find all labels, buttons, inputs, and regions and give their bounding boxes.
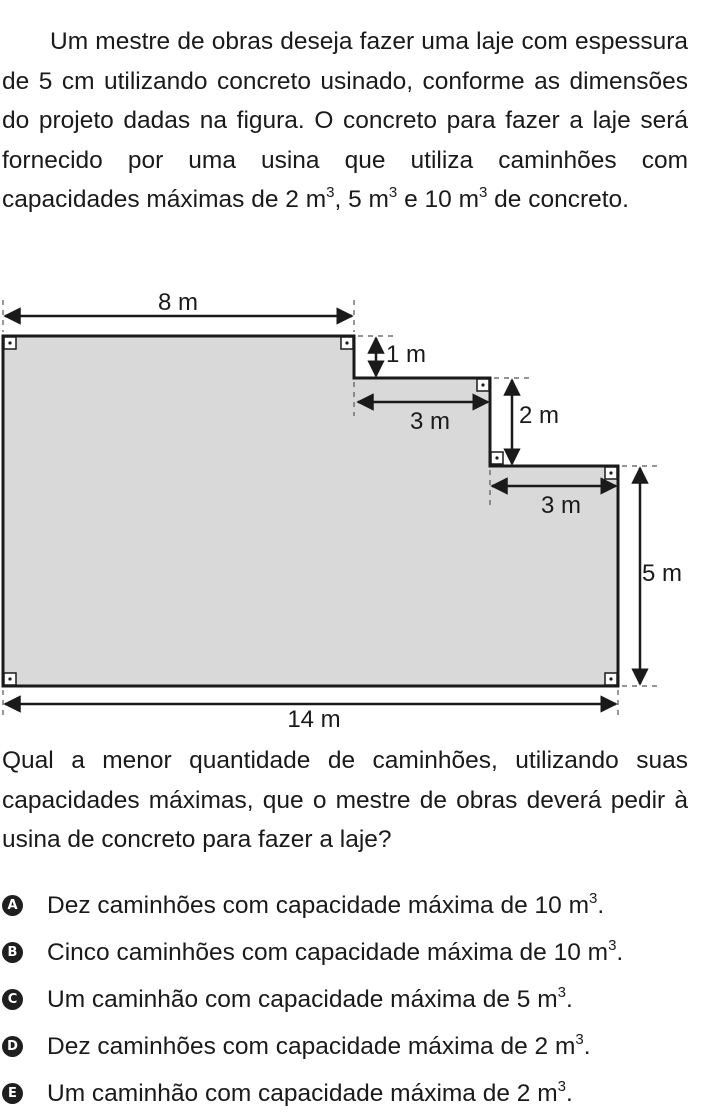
slab-floor-plan-figure <box>0 280 702 730</box>
option-text: Um caminhão com capacidade máxima de 2 $m^3$. <box>47 1077 573 1107</box>
intro-text-4: de concreto. <box>487 186 629 213</box>
option-letter-badge: B <box>2 942 23 963</box>
option-c[interactable] <box>2 976 623 1023</box>
intro-text-3: e 10 m <box>397 186 479 213</box>
intro-text-1: Um mestre de obras deseja fazer uma laje com espessura de 5 cm utilizando concreto usinado, conforme as dimensões do projeto dadas na figura. O concreto para fazer a laje será fornecido por uma usina que utiliza caminhões com capacidades máximas de 2 m <box>2 28 688 213</box>
option-e[interactable] <box>2 1070 623 1117</box>
option-d[interactable] <box>2 1023 623 1070</box>
option-text: Dez caminhões com capacidade máxima de 2 $m^3$. <box>47 1030 591 1060</box>
superscript: 3 <box>478 184 488 201</box>
option-letter-badge: E <box>2 1083 23 1104</box>
option-letter-badge: A <box>2 895 23 916</box>
superscript: 3 <box>326 184 335 201</box>
slab-outline <box>3 336 618 686</box>
option-b[interactable] <box>2 929 623 976</box>
dim-label-step1-width: 3 m <box>409 408 451 435</box>
dim-label-step1-height: 1 m <box>386 341 427 368</box>
intro-text-2: , 5 m <box>334 186 389 213</box>
option-text: Dez caminhões com capacidade máxima de 10 $m^3$. <box>47 889 605 919</box>
dim-label-right-height: 5 m <box>642 560 683 587</box>
option-letter-badge: C <box>2 989 23 1010</box>
question-text: Qual a menor quantidade de caminhões, utilizando suas capacidades máximas, que o mestre de obras deverá pedir à usina de concreto para fazer a laje? <box>2 747 688 853</box>
answer-options <box>2 882 623 1117</box>
dim-label-top: 8 m <box>157 289 199 316</box>
superscript: 3 <box>388 184 398 201</box>
dim-label-step2-width: 3 m <box>540 492 582 519</box>
option-text: Um caminhão com capacidade máxima de 5 $m^3$. <box>47 983 573 1013</box>
dim-label-step2-height: 2 m <box>519 402 560 429</box>
option-text: Cinco caminhões com capacidade máxima de 10 $m^3$. <box>47 936 624 966</box>
option-a[interactable] <box>2 882 623 929</box>
dim-label-bottom: 14 m <box>287 706 341 730</box>
option-letter-badge: D <box>2 1036 23 1057</box>
problem-statement <box>2 22 688 223</box>
